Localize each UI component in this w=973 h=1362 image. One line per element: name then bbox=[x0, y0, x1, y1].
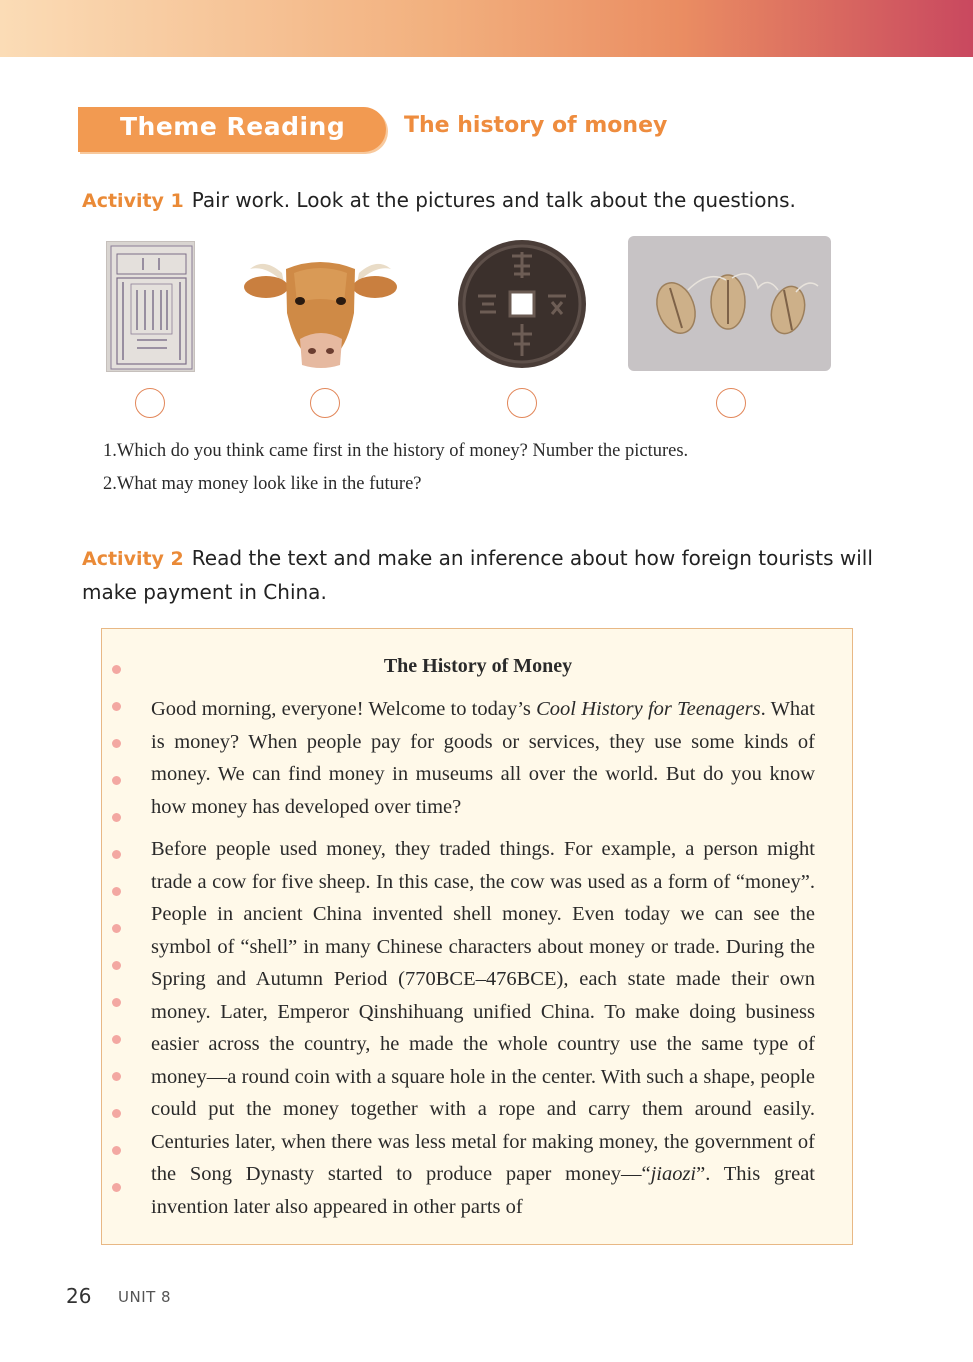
reading-title: The History of Money bbox=[383, 655, 573, 677]
page-number: 26 bbox=[66, 1284, 92, 1308]
activity-1-heading bbox=[82, 184, 902, 218]
number-circle-shells[interactable] bbox=[716, 388, 746, 418]
show-name: Cool History for Teenagers bbox=[536, 698, 761, 720]
activity-2-heading bbox=[82, 542, 882, 609]
number-circle-cow[interactable] bbox=[310, 388, 340, 418]
unit-label: UNIT 8 bbox=[118, 1288, 172, 1306]
activity-2-instruction: Read the text and make an inference about how foreign tourists will make payment in China. bbox=[82, 546, 873, 604]
theme-reading-banner bbox=[78, 107, 386, 152]
jiaozi-term: jiaozi bbox=[650, 1163, 697, 1185]
theme-reading-label: Theme Reading bbox=[120, 112, 346, 141]
question-1: 1.Which do you think came first in the history of money? Number the pictures. bbox=[103, 441, 689, 461]
activity-2-label: Activity 2 bbox=[82, 548, 184, 570]
activity-1-label: Activity 1 bbox=[82, 190, 184, 212]
number-circle-coin[interactable] bbox=[507, 388, 537, 418]
cow-image bbox=[244, 243, 397, 371]
question-2: 2.What may money look like in the future? bbox=[103, 474, 422, 494]
paper-money-image bbox=[106, 241, 195, 372]
shell-money-image bbox=[628, 236, 831, 371]
decorative-dots bbox=[112, 665, 124, 1220]
reading-paragraph-2: Before people used money, they traded things. For example, a person might trade a cow for five sheep. In this case, the cow was used as a form of “money”. People in ancient China invented shell money. Even today we can see the symbol of “shell” in many Chinese characters about money or trade. During the Spring and Autumn Period (770BCE–476BCE), each state made their own money. Later, Emperor Qinshihuang unified China. To make doing business easier across the country, he made the whole country use the same type of money—a round coin with a square hole in the center. With such a shape, people could put the money together with a rope and carry them around easily. Centuries later, when there was less metal for making money, the government of the Song Dynasty started to produce paper money—“jiaozi”. This great invention later also appeared in other parts of bbox=[151, 838, 815, 1218]
lesson-title: The history of money bbox=[404, 113, 668, 138]
top-gradient-bar bbox=[0, 0, 973, 57]
number-circle-paper-money[interactable] bbox=[135, 388, 165, 418]
reading-paragraph-1: Good morning, everyone! Welcome to today’s Cool History for Teenagers. What is money? When people pay for goods or services, they use some kinds of money. We can find money in museums all over the world. But do you know how money has developed over time? bbox=[151, 698, 815, 818]
reading-text-box bbox=[101, 628, 853, 1245]
ancient-coin-image bbox=[456, 238, 588, 370]
activity-1-instruction: Pair work. Look at the pictures and talk about the questions. bbox=[191, 188, 796, 212]
